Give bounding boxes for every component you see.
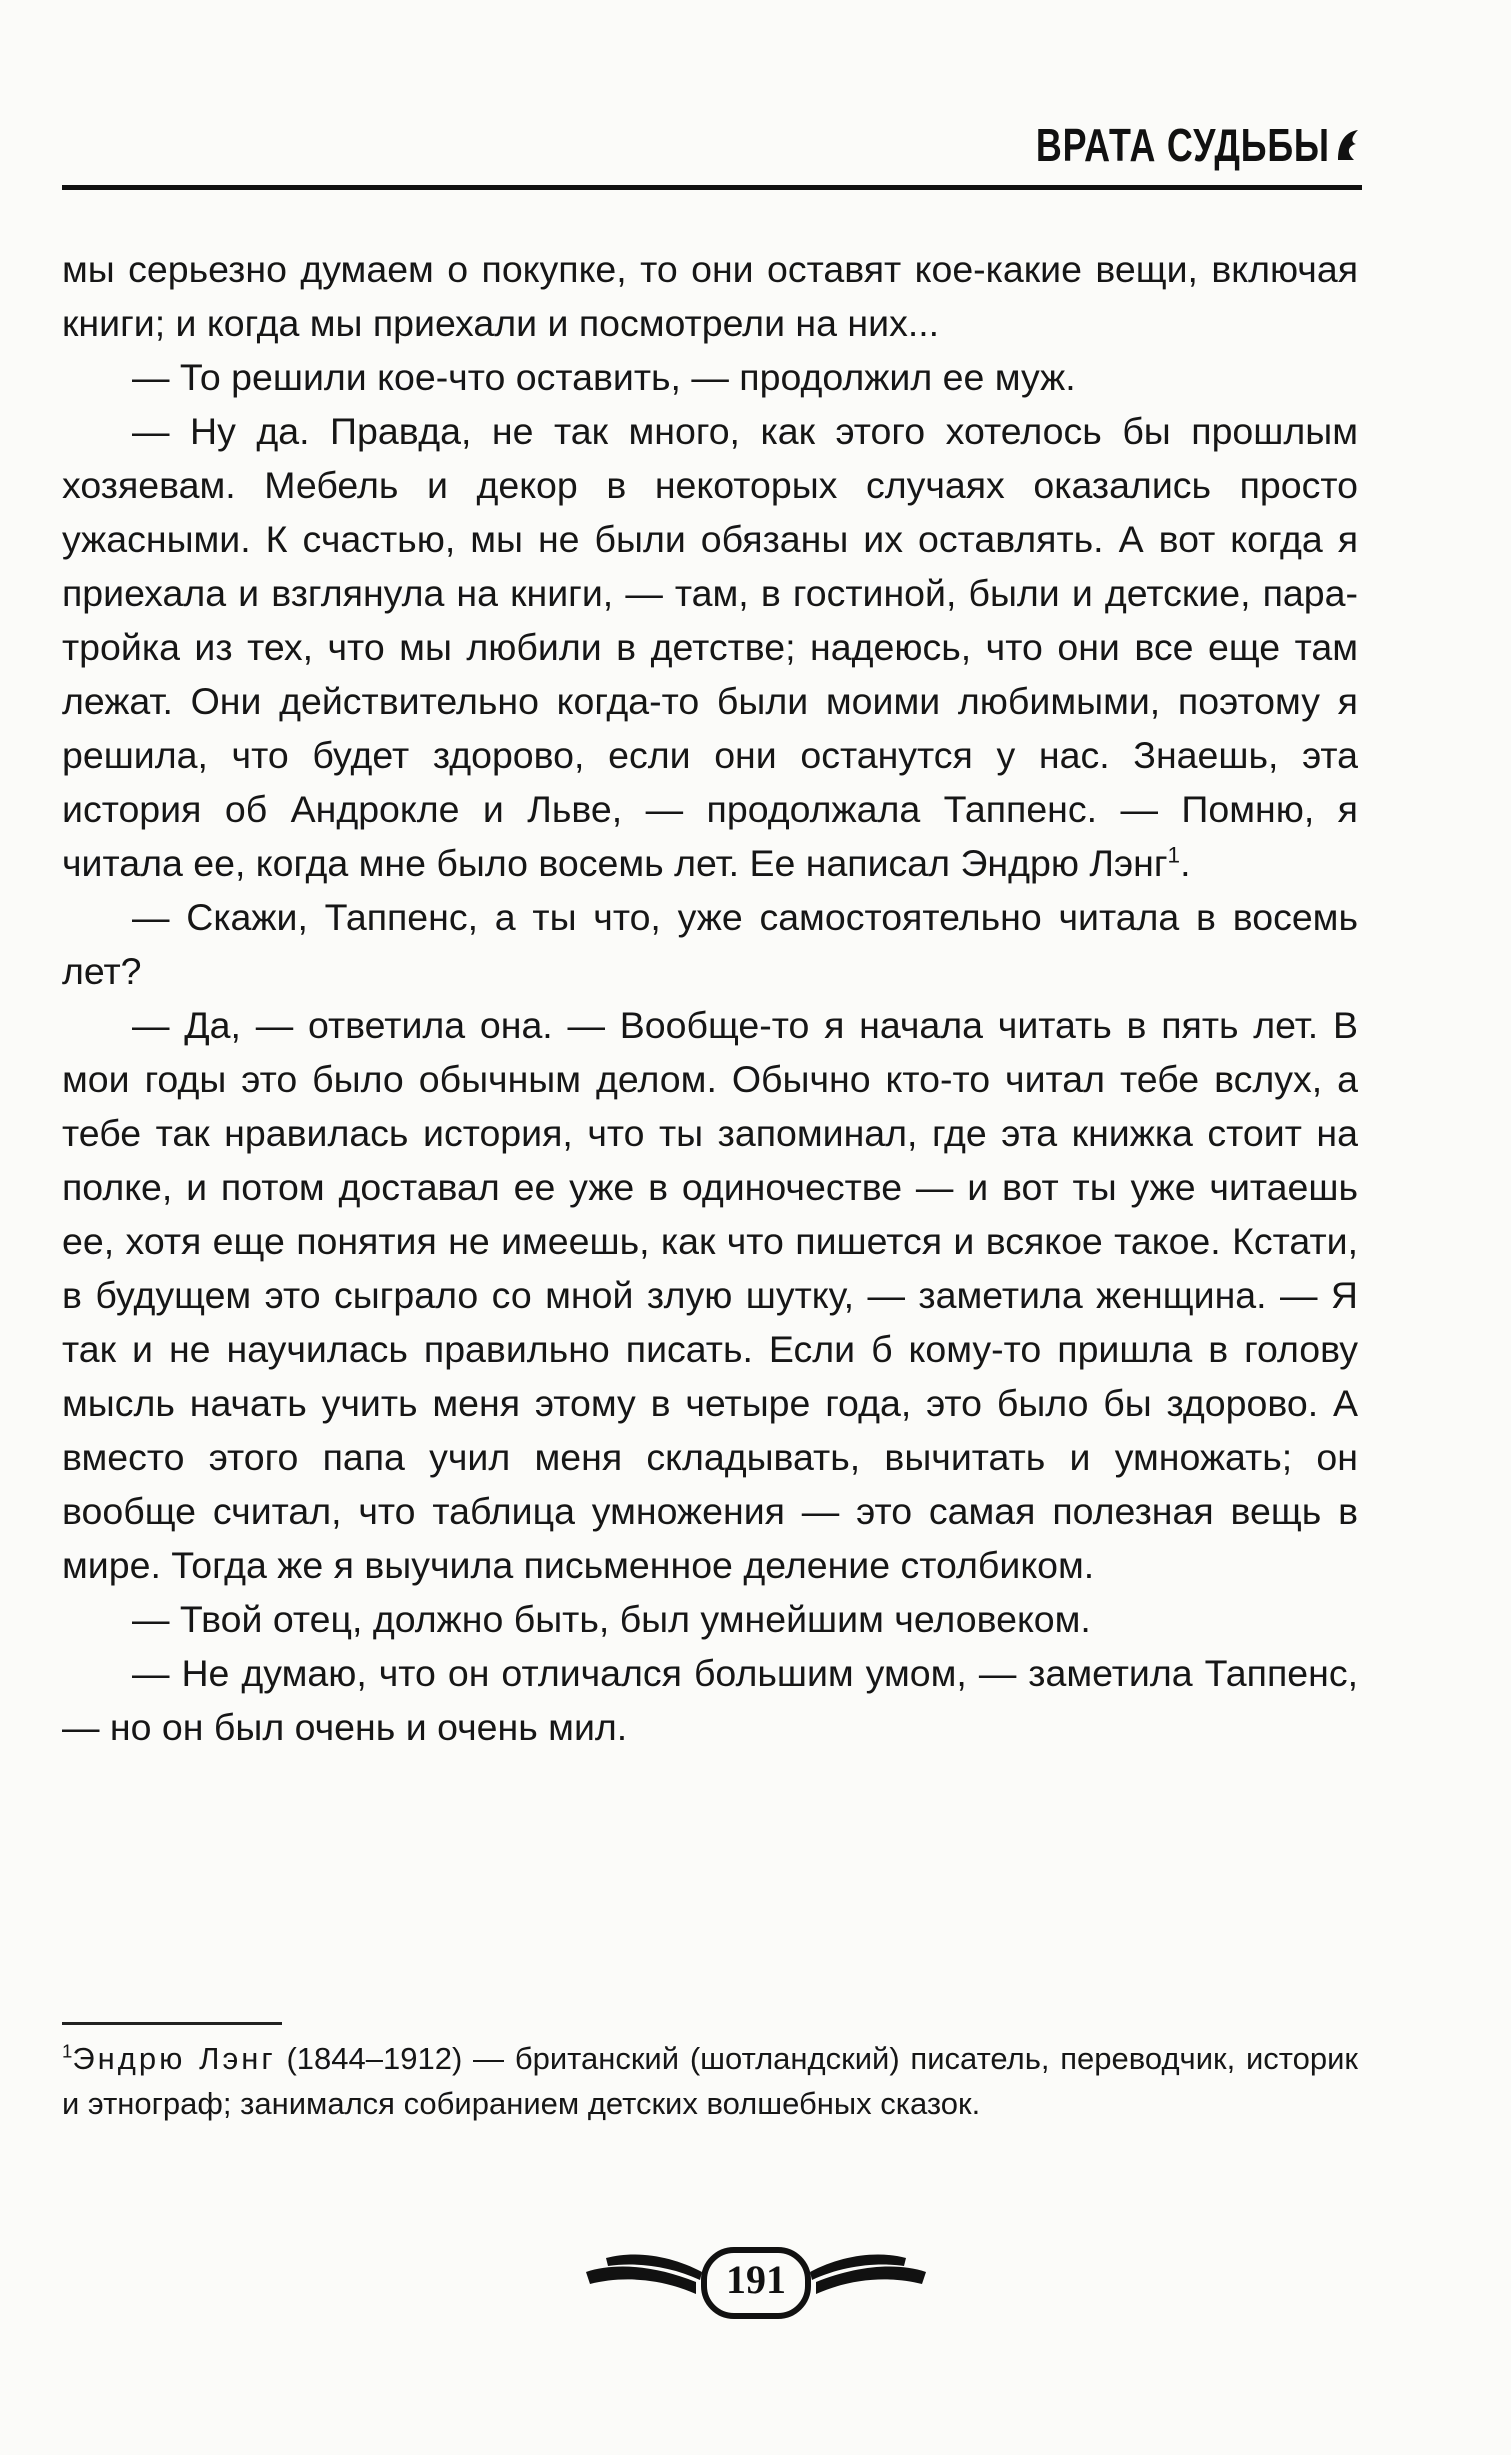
footnote-text: (1844–1912) — британский (шотландский) писатель, переводчик, историк и этнограф; занимался собиранием детских волшебных сказок. [62,2041,1358,2121]
footnote-ref: 1 [1167,842,1181,868]
ornament-icon [1334,126,1362,166]
paragraph: — То решили кое-что оставить, — продолжил ее муж. [132,356,1076,398]
paragraph: — Твой отец, должно быть, был умнейшим человеком. [132,1598,1091,1640]
paragraph: — Ну да. Правда, не так много, как этого хотелось бы прошлым хозяевам. Мебель и декор в некоторых случаях оказались просто ужасными. К счастью, мы не были обязаны их оставлять. А вот когда я приехала и взглянула на книги, — там, в гостиной, были и детские, пара-тройка из тех, что мы любили в детстве; надеюсь, что они все еще там лежат. Они действительно когда-то были моими любимыми, поэтому я решила, что будет здорово, если они останутся у нас. Знаешь, эта история об Андрокле и Льве, — продолжала Таппенс. — Помню, я читала ее, когда мне было восемь лет. Ее написал Эндрю Лэнг$^1$. [62,410,1358,884]
paragraph: — Да, — ответила она. — Вообще-то я начала читать в пять лет. В мои годы это было обычным делом. Обычно кто-то читал тебе вслух, а тебе так нравилась история, что ты запоминал, где эта книжка стоит на полке, и потом доставал ее уже в одиночестве — и вот ты уже читаешь ее, хотя еще понятия не имеешь, как что пишется и всякое такое. Кстати, в будущем это сыграло со мной злую шутку, — заметила женщина. — Я так и не научилась правильно писать. Если б кому-то пришла в голову мысль начать учить меня этому в четыре года, это было бы здорово. А вместо этого папа учил меня складывать, вычитать и умножать; он вообще считал, что таблица умножения — это самая полезная вещь в мире. Тогда же я выучила письменное деление столбиком. [62,1004,1358,1586]
paragraph: — Скажи, Таппенс, а ты что, уже самостоятельно читала в восемь лет? [62,896,1358,992]
footnote [62,2036,1358,2126]
page-header [62,118,1362,182]
paragraph: — Не думаю, что он отличался большим умом, — заметила Таппенс, — но он был очень и очень мил. [62,1652,1358,1748]
page-number-ornament [576,2232,936,2332]
body-text [62,242,1358,1754]
header-rule [62,185,1362,190]
paragraph: мы серьезно думаем о покупке, то они оставят кое-какие вещи, включая книги; и когда мы приехали и посмотрели на них... [62,248,1358,344]
page-number: 191 [726,2257,786,2302]
footnote-rule [62,2022,282,2025]
running-title: ВРАТА СУДЬБЫ [1036,119,1330,171]
footnote-marker: 1 [62,2040,73,2062]
footnote-author: Эндрю Лэнг [72,2041,276,2076]
